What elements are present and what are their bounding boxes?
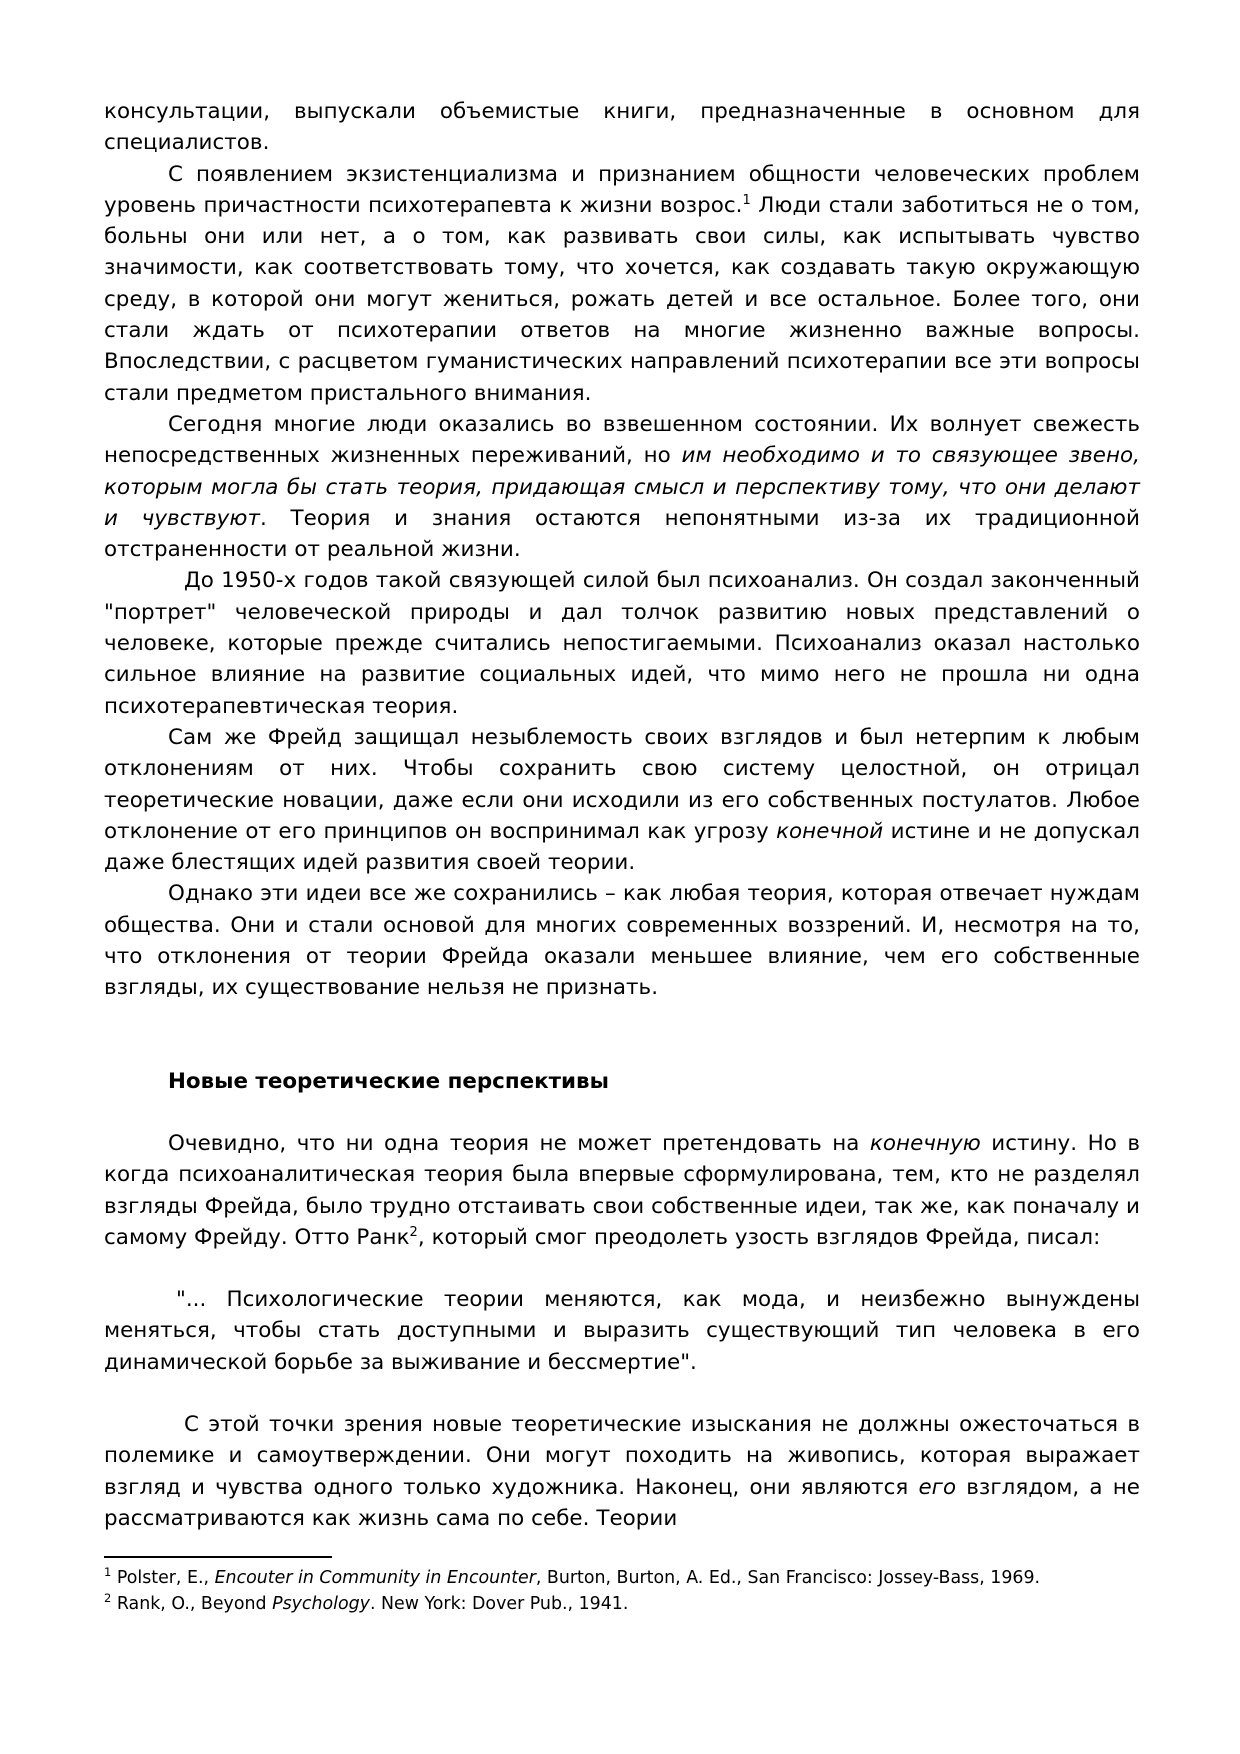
text-run: , Burton, Burton, A. Ed., San Francisco: Jossey-Bass, 1969. — [535, 1568, 1041, 1588]
footnote-item — [104, 1566, 1140, 1592]
text-run: Сегодня многие люди оказались во взвешенном состоянии. Их волнует свежесть непосредственных жизненных переживаний, но — [104, 411, 1140, 469]
paragraph-6 — [104, 878, 1140, 1003]
text-run: Polster, E., — [111, 1568, 215, 1588]
italic-run: Encouter in Community in Encounter — [214, 1568, 536, 1588]
italic-run: Psychology — [272, 1593, 370, 1614]
text-run: Однако эти идеи все же сохранились – как любая теория, которая отвечает нуждам общества. Они и стали основой для многих современных воззрений. И, несмотря на то, что отклонения от теории Фрейда оказали меньшее влияние, чем его собственные взгляды, их существование нельзя не признать. — [104, 881, 1140, 1001]
text-run: С этой точки зрения новые теоретические изыскания не должны ожесточаться в полемике и самоутверждении. Они могут походить на живопись, которая выражает взгляд и чувства одного только художника. Наконец, они являются — [104, 1411, 1140, 1500]
text-run: Очевидно, что ни одна теория не может претендовать на — [168, 1130, 870, 1156]
block-quote — [104, 1284, 1140, 1378]
footnote-marker: 1 — [104, 1565, 112, 1580]
footnote-separator-rule — [104, 1556, 332, 1558]
text-run: . Теория и знания остаются непонятными из-за их традиционной отстраненности от реальной жизни. — [104, 505, 1140, 563]
paragraph-2 — [104, 159, 1140, 409]
text-run: "... Психологические теории меняются, как мода, и неизбежно вынуждены меняться, чтобы стать доступными и выразить существующий тип человека в его динамической борьбе за выживание и бессмертие". — [104, 1287, 1140, 1375]
text-run: , который смог преодолеть узость взглядов Фрейда, писал: — [417, 1224, 1101, 1250]
footnote-item — [104, 1592, 1140, 1618]
text-run: взглядом, а не рассматриваются как жизнь сама по себе. Теории — [104, 1474, 1140, 1531]
text-run: . New York: Dover Pub., 1941. — [369, 1593, 629, 1614]
text-run: Rank, O., Beyond — [111, 1593, 273, 1614]
paragraph-5 — [104, 722, 1140, 878]
italic-run: им необходимо и то связующее звено, которым могла бы стать теория, придающая смысл и перспективу тому, что они делают и чувствуют — [104, 443, 1141, 531]
paragraph-3 — [104, 409, 1140, 565]
italic-run: конечной — [776, 818, 884, 844]
text-run: консультации, выпускали объемистые книги, предназначенные в основном для специалистов. — [104, 99, 1140, 156]
italic-run: конечную — [869, 1130, 981, 1156]
italic-run: его — [918, 1474, 957, 1500]
text-run: С появлением экзистенциализма и признанием общности человеческих проблем уровень причастности психотерапевта к жизни возрос. — [104, 161, 1140, 218]
text-run: Сам же Фрейд защищал незыблемость своих взглядов и был нетерпим к любым отклонениям от них. Чтобы сохранить свою систему целостной, он отрицал теоретические новации, даже если они исходили из его собственных постулатов. Любое отклонение от его принципов он воспринимал как угрозу — [104, 724, 1140, 844]
footnote-reference: 2 — [409, 1224, 418, 1240]
text-run: До 1950-х годов такой связующей силой был психоанализ. Он создал законченный "портрет" человеческой природы и дал толчок развитию новых представлений о человеке, которые прежде считались непостигаемыми. Психоанализ оказал настолько сильное влияние на развитие социальных идей, что мимо него не прошла ни одна психотерапевтическая теория. — [104, 568, 1140, 719]
paragraph-7 — [104, 1128, 1140, 1253]
text-run: Люди стали заботиться не о том, больны они или нет, а о том, как развивать свои силы, как испытывать чувство значимости, как соответствовать тому, что хочется, как создавать такую окружающую среду, в которой они могут жениться, рожать детей и все остальное. Более того, они стали ждать от психотерапии ответов на многие жизненно важные вопросы. Впоследствии, с расцветом гуманистических направлений психотерапии все эти вопросы стали предметом пристального внимания. — [104, 192, 1141, 406]
footnote-marker: 2 — [104, 1590, 112, 1605]
paragraph-1 — [104, 96, 1140, 159]
heading-spacer — [104, 1097, 1140, 1128]
section-heading: Новые теоретические перспективы — [168, 1068, 609, 1094]
quote-spacer-top — [104, 1253, 1140, 1284]
section-spacer — [104, 1004, 1140, 1066]
quote-spacer-bottom — [104, 1378, 1140, 1409]
page-body — [104, 96, 1140, 1534]
text-run: истину. Но в когда психоаналитическая теория была впервые сформулирована, тем, кто не разделял взгляды Фрейда, было трудно отстаивать свои собственные идеи, так же, как поначалу и самому Фрейду. Отто Ранк — [104, 1130, 1140, 1250]
paragraph-4 — [104, 565, 1140, 721]
footnote-reference: 1 — [742, 192, 751, 208]
footnotes-area — [104, 1556, 1140, 1617]
text-run: истине и не допускал даже блестящих идей развития своей теории. — [104, 818, 1140, 876]
paragraph-9 — [104, 1409, 1140, 1534]
